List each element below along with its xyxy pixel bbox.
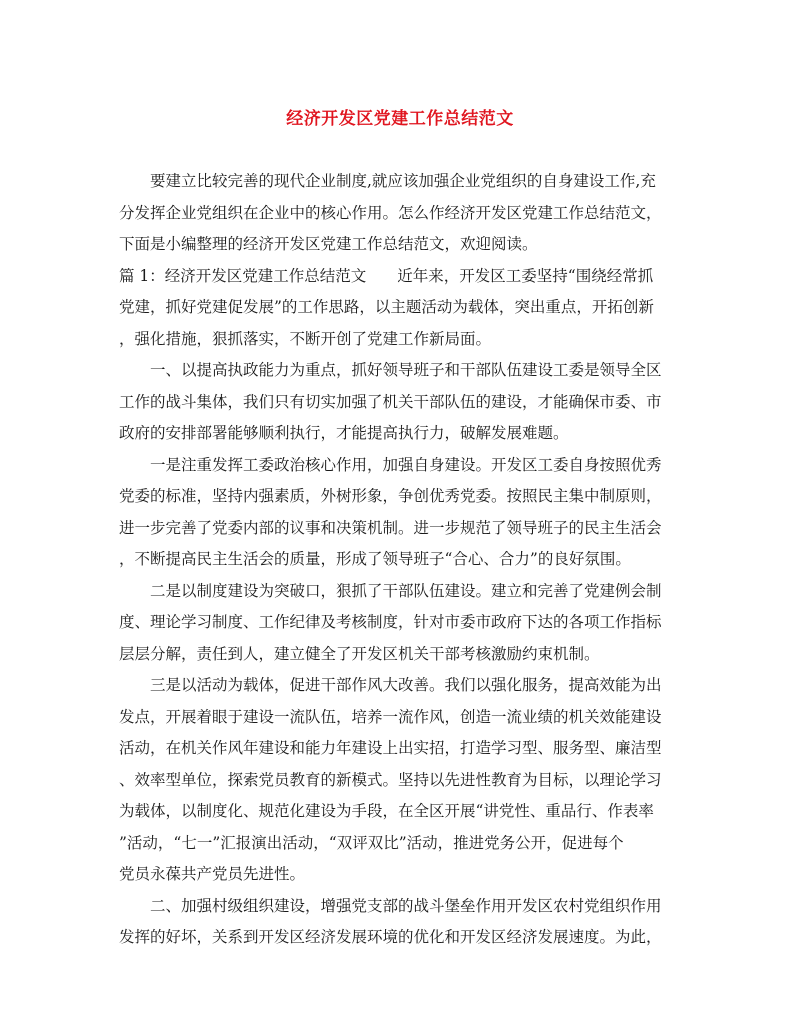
paragraph-section-1 [119, 261, 679, 356]
text-line: 一是注重发挥工委政治核心作用，加强自身建设。开发区工委自身按照优秀 [150, 455, 662, 474]
text-line: 党员永葆共产党员先进性。 [119, 865, 306, 883]
text-line: 三是以活动为载体，促进干部作风大改善。我们以强化服务，提高效能为出 [150, 676, 662, 694]
text-line: 、效率型单位，探索党员教育的新模式。坚持以先进性教育为目标，以理论学习 [119, 770, 662, 789]
text-line: 活动，在机关作风年建设和能力年建设上出实招，打造学习型、服务型、廉洁型 [119, 739, 662, 757]
paragraph-subpoint-2 [119, 576, 679, 671]
text-line: 分发挥企业党组织在企业中的核心作用。怎么作经济开发区党建工作总结范文， [119, 203, 662, 222]
text-line: ”活动，“七一”汇报演出活动，“双评双比”活动，推进党务公开，促进每个 [119, 833, 624, 852]
paragraph-intro [119, 166, 679, 261]
text-line: 发点，开展着眼于建设一流队伍，培养一流作风，创造一流业绩的机关效能建设 [119, 707, 662, 726]
text-line: 发挥的好坏，关系到开发区经济发展环境的优化和开发区经济发展速度。为此， [119, 928, 662, 946]
text-line: 进一步完善了党委内部的议事和决策机制。进一步规范了领导班子的民主生活会 [119, 518, 662, 537]
text-line: 一、以提高执政能力为重点，抓好领导班子和干部队伍建设工委是领导全区 [150, 361, 662, 379]
text-line: 工作的战斗集体，我们只有切实加强了机关干部队伍的建设，才能确保市委、市 [119, 392, 662, 411]
text-line: 下面是小编整理的经济开发区党建工作总结范文，欢迎阅读。 [119, 235, 538, 253]
text-line: 为载体，以制度化、规范化建设为手段，在全区开展“讲党性、重品行、作表率 [119, 802, 654, 820]
text-line: ，不断提高民主生活会的质量，形成了领导班子“合心、合力”的良好氛围。 [119, 550, 631, 568]
text-line: 党委的标准，坚持内强素质，外树形象，争创优秀党委。按照民主集中制原则， [119, 487, 662, 505]
text-line: 篇 1：经济开发区党建工作总结范文 近年来，开发区工委坚持“围绕经常抓 [119, 266, 654, 285]
document-body [119, 166, 679, 954]
text-line: 政府的安排部署能够顺利执行，才能提高执行力，破解发展难题。 [119, 424, 569, 442]
paragraph-subpoint-3 [119, 670, 679, 891]
text-line: 层层分解，责任到人，建立健全了开发区机关干部考核激励约束机制。 [119, 644, 600, 663]
text-line: 要建立比较完善的现代企业制度,就应该加强企业党组织的自身建设工作,充 [150, 172, 656, 190]
paragraph-subpoint-1 [119, 450, 679, 576]
text-line: 度、理论学习制度、工作纪律及考核制度，针对市委市政府下达的各项工作指标 [119, 613, 662, 631]
text-line: ，强化措施，狠抓落实，不断开创了党建工作新局面。 [119, 329, 492, 348]
text-line: 二是以制度建设为突破口，狠抓了干部队伍建设。建立和完善了党建例会制 [150, 581, 662, 600]
document-title: 经济开发区党建工作总结范文 [286, 109, 514, 129]
paragraph-point-2 [119, 891, 679, 954]
paragraph-point-1 [119, 355, 679, 450]
text-line: 二、加强村级组织建设，增强党支部的战斗堡垒作用开发区农村党组织作用 [150, 896, 662, 915]
text-line: 党建，抓好党建促发展”的工作思路，以主题活动为载体，突出重点，开拓创新 [119, 298, 654, 316]
